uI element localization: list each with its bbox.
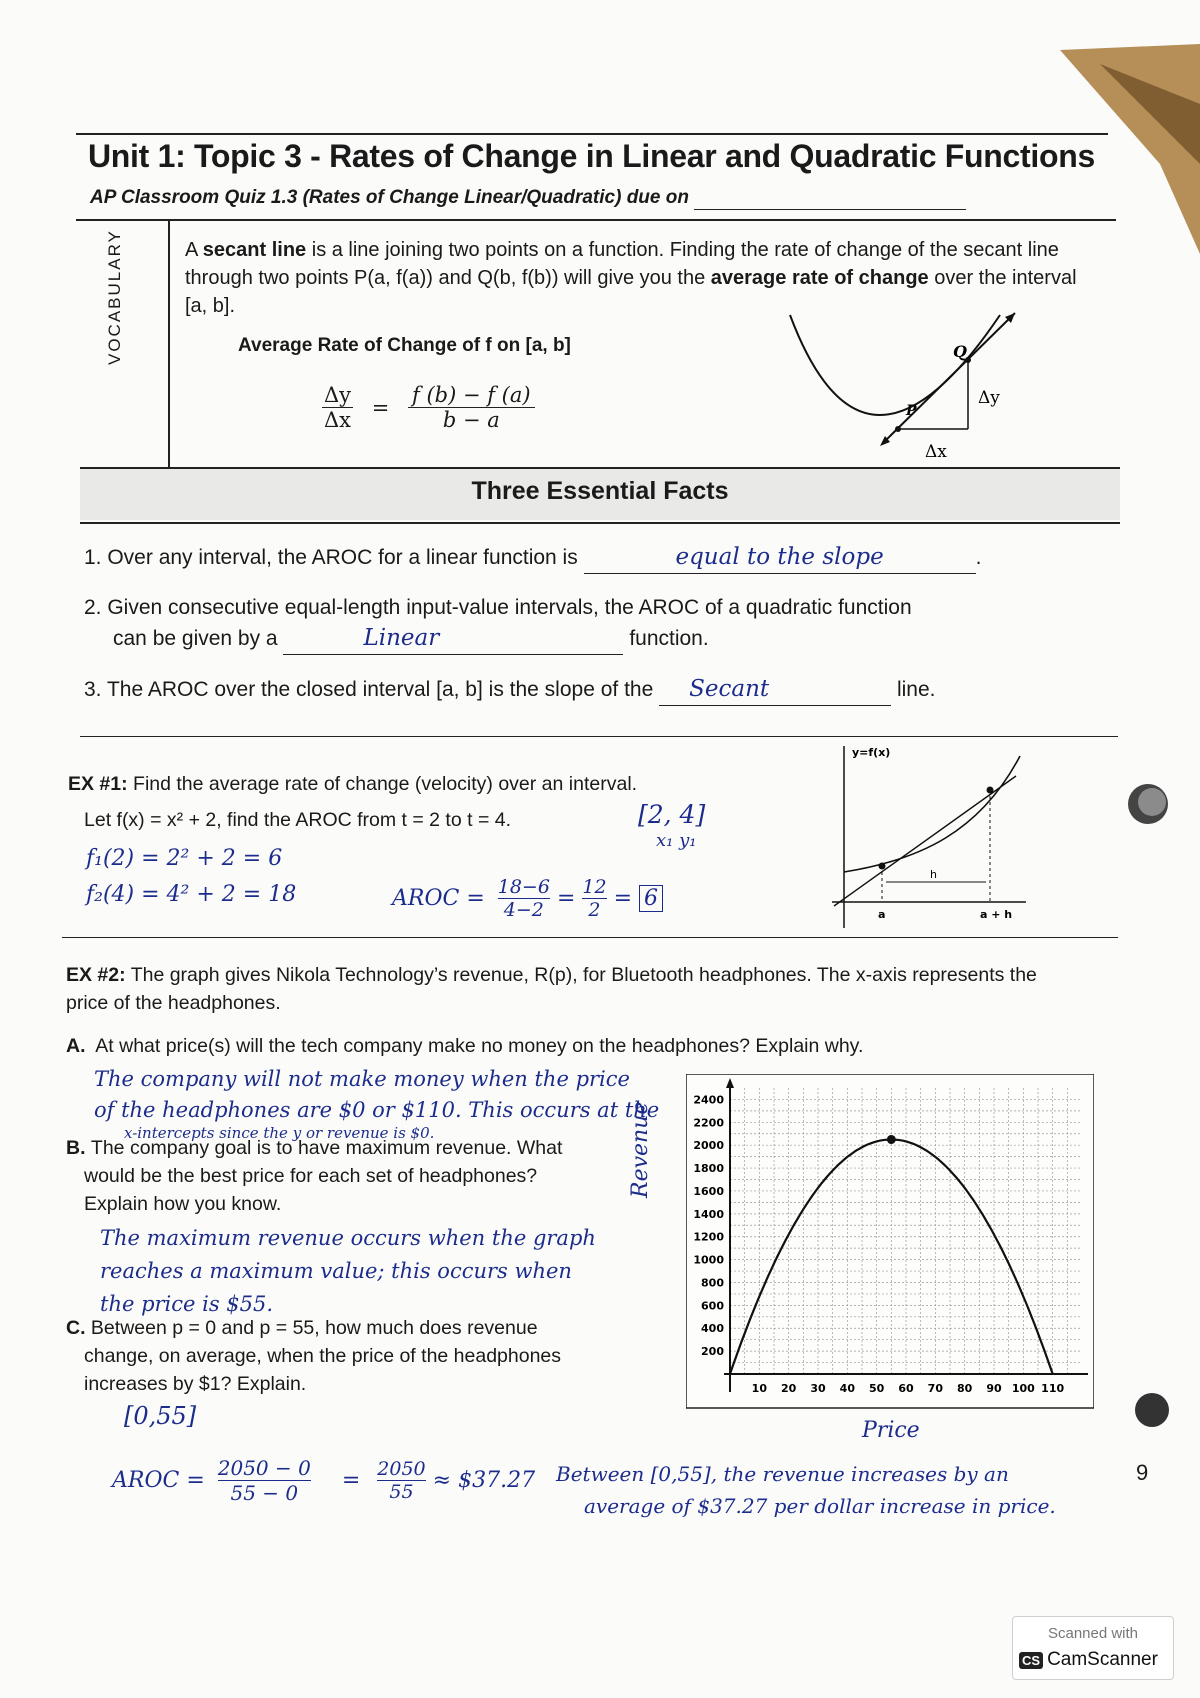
aroc-formula: $\frac{\Delta y}{\Delta x}$ = $\frac{f (b) - f (a)}{b - a}$ [322, 383, 535, 432]
fact-2: 2. Given consecutive equal-length input-value intervals, the AROC of a quadratic function can be given by a Linear function. [84, 592, 1104, 655]
ex1-hw-f1: f₁(2) = 2² + 2 = 6 [86, 846, 283, 871]
scanned-with-text: Scanned with [1047, 1625, 1139, 1642]
x-tick-label: 110 [1041, 1382, 1065, 1395]
facts-end-rule [80, 736, 1118, 737]
ex2-b-answer: The maximum revenue occurs when the graph reaches a maximum value; this occurs when the price is $55. [100, 1226, 596, 1316]
ex2-part-b: B. The company goal is to have maximum revenue. What would be the best price for each set of headphones? Explain how you know. [66, 1137, 563, 1215]
ex1-hw-interval: [2, 4] [638, 800, 706, 829]
delta-x-label: Δx [925, 442, 947, 462]
ex1-secant-graph [830, 742, 1030, 932]
y-tick-label: 1600 [693, 1184, 724, 1198]
x-tick-label: 20 [781, 1382, 797, 1395]
fact-3-answer[interactable]: Secant [659, 674, 891, 706]
x-tick-label: 40 [839, 1382, 855, 1395]
secant-definition: A secant line is a line joining two points on a function. Finding the rate of change of the secant line through two points P(a, f(a)) and Q(b, f(b)) will give you the average rate of change over the interval [a, b]. [185, 239, 1077, 317]
ex1-end-rule [62, 937, 1118, 938]
vocabulary-label: VOCABULARY [105, 229, 124, 365]
fact-2-answer[interactable]: Linear [283, 623, 623, 655]
ex2-c-explanation: Between [0,55], the revenue increases by an average of $37.27 per dollar increase in price. [556, 1462, 1056, 1518]
camscanner-logo-icon: CS [1019, 1652, 1043, 1669]
x-tick-label: 100 [1011, 1382, 1035, 1395]
y-tick-label: 2400 [693, 1093, 724, 1107]
vocab-divider [168, 221, 170, 467]
x-tick-label: 50 [869, 1382, 885, 1395]
ex2-part-c: C. Between p = 0 and p = 55, how much does revenue change, on average, when the price of the headphones increases by $1? Explain. [66, 1317, 562, 1395]
delta-y-label: Δy [978, 388, 1000, 408]
ex1-hw-xy: x₁ y₁ [656, 830, 697, 851]
ex1-hw-result: 6 [639, 885, 663, 912]
point-q-label: Q [953, 342, 967, 361]
facts-title: Three Essential Facts [471, 477, 729, 505]
y-tick-label: 1800 [693, 1162, 724, 1176]
chart-frame [686, 1074, 1094, 1408]
ex2-part-a: A. At what price(s) will the tech company make no money on the headphones? Explain why. [66, 1035, 864, 1057]
y-tick-label: 400 [701, 1322, 724, 1336]
page-title: Unit 1: Topic 3 - Rates of Change in Linear and Quadratic Functions [88, 138, 1095, 174]
facts-bottom-rule [80, 522, 1120, 524]
chart-xlabel: Price [862, 1418, 920, 1443]
graph-a-label: a [878, 908, 886, 921]
aroc-heading: Average Rate of Change of f on [a, b] [238, 335, 571, 356]
y-tick-label: 200 [701, 1345, 724, 1359]
y-tick-label: 1400 [693, 1207, 724, 1221]
y-tick-label: 600 [701, 1299, 724, 1313]
ex2-a-answer: The company will not make money when the price of the headphones are $0 or $110. This occurs at the x-intercepts since the y or revenue is $0. [94, 1067, 660, 1142]
graph-h-label: h [930, 868, 937, 881]
fact-1: 1. Over any interval, the AROC for a linear function is equal to the slope . [84, 542, 1104, 574]
hole-punch-mark [1130, 1388, 1174, 1432]
ex1-prompt: EX #1: Find the average rate of change (velocity) over an interval. [68, 773, 638, 795]
x-tick-label: 60 [898, 1382, 914, 1395]
ex2-prompt: EX #2: The graph gives Nikola Technology’s revenue, R(p), for Bluetooth headphones. The x-axis represents the price of the headphones. [66, 964, 1037, 1014]
x-tick-label: 90 [986, 1382, 1002, 1395]
graph-ah-label: a + h [980, 908, 1013, 921]
y-tick-label: 2200 [693, 1116, 724, 1130]
facts-top-rule [80, 467, 1120, 469]
y-tick-label: 2000 [693, 1139, 724, 1153]
header-rule [76, 219, 1116, 221]
chart-ylabel: Revenue [628, 1101, 653, 1198]
x-tick-label: 70 [927, 1382, 943, 1395]
ex2-c-interval: [0,55] [124, 1402, 197, 1430]
ex1-function: Let f(x) = x² + 2, find the AROC from t = 2 to t = 4. [84, 809, 512, 831]
due-date-blank[interactable] [694, 187, 966, 210]
hole-punch-mark [1122, 778, 1174, 830]
ex1-hw-f2: f₂(4) = 4² + 2 = 18 [86, 882, 297, 907]
y-tick-label: 1000 [693, 1253, 724, 1267]
x-tick-label: 80 [957, 1382, 973, 1395]
x-tick-label: 10 [751, 1382, 767, 1395]
graph-fn-label: y=f(x) [852, 746, 891, 759]
revenue-chart [686, 1074, 1094, 1416]
ex2-c-aroc: AROC = $\frac{2050 - 0}{55 - 0}$ = $\frac{2050}{55}$ ≈ $37.27 [112, 1456, 536, 1505]
page-subtitle: AP Classroom Quiz 1.3 (Rates of Change Linear/Quadratic) due on [90, 187, 966, 210]
camscanner-badge [1012, 1616, 1174, 1680]
fact-1-answer[interactable]: equal to the slope [584, 542, 976, 574]
top-rule [76, 133, 1108, 135]
y-tick-label: 800 [701, 1276, 724, 1290]
ex1-hw-aroc: AROC = $\frac{18-6}{4-2}$ = $\frac{12}{2}$ = 6 [392, 876, 663, 921]
page-number: 9 [1136, 1460, 1149, 1485]
x-tick-label: 30 [810, 1382, 826, 1395]
camscanner-brand: CamScanner [1047, 1649, 1158, 1670]
secant-diagram [785, 305, 1025, 465]
y-tick-label: 1200 [693, 1230, 724, 1244]
fact-3: 3. The AROC over the closed interval [a, b] is the slope of the Secant line. [84, 674, 1104, 706]
point-p-label: P [906, 403, 917, 419]
vertex-point [887, 1135, 896, 1144]
